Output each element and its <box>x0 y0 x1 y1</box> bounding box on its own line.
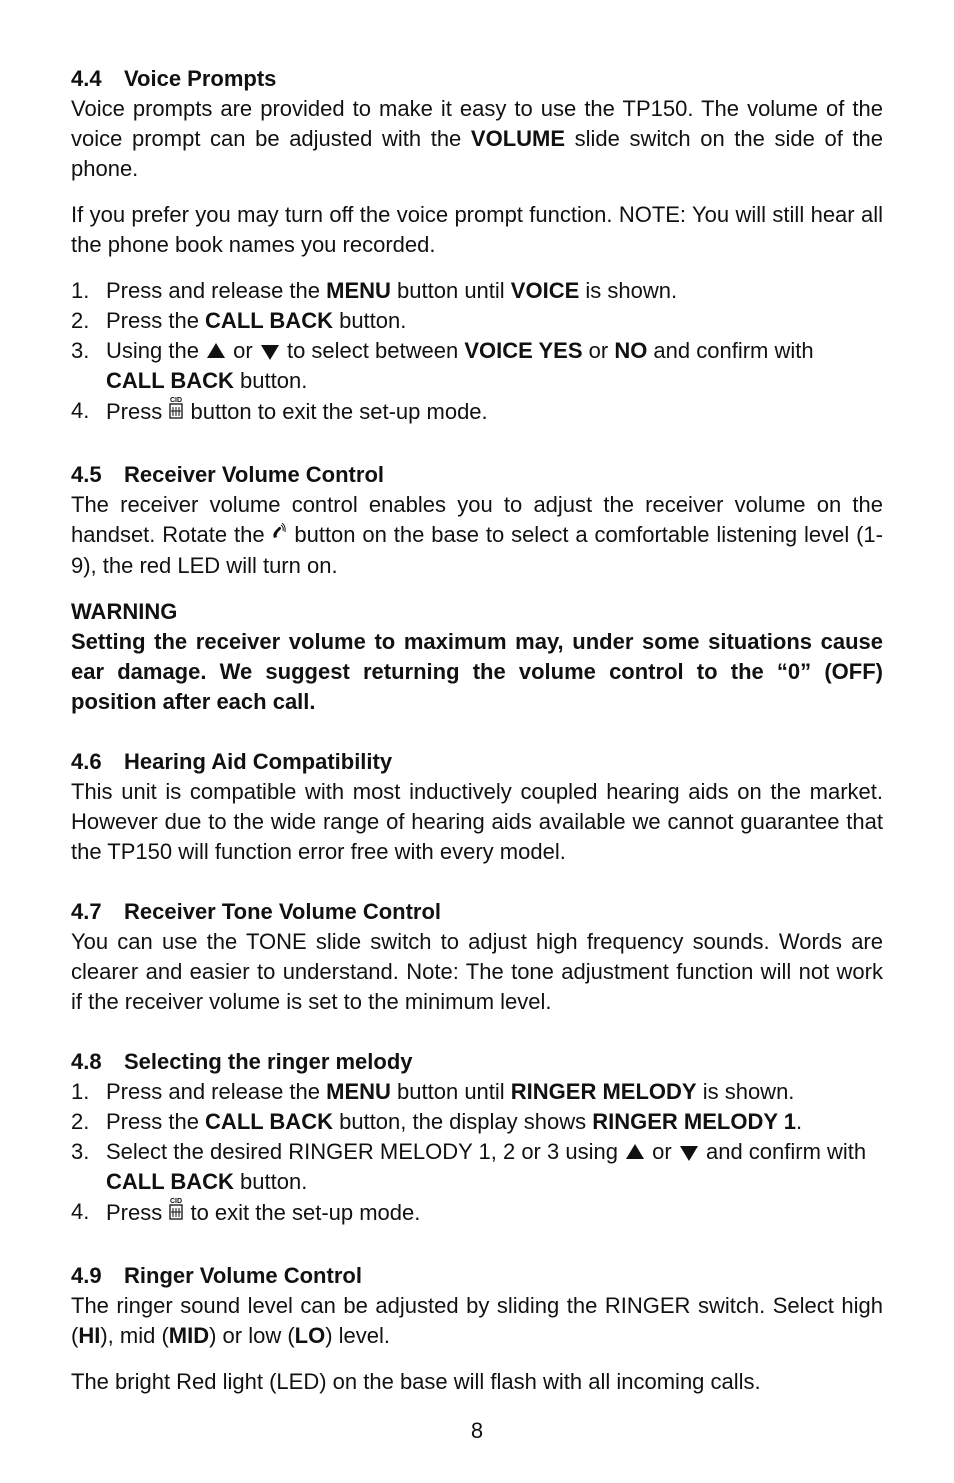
svg-text:CID: CID <box>170 1198 183 1206</box>
steps-list <box>71 276 883 430</box>
section-heading <box>71 1261 883 1291</box>
list-item: 3. Select the desired RINGER MELODY 1, 2 or 3 using or and confirm with CALL BACK button. <box>71 1139 867 1195</box>
cid-phonebook-icon <box>168 1195 184 1229</box>
section-title: Receiver Tone Volume Control <box>124 899 442 925</box>
list-item: 4. Press CID to exit the set-up mode. <box>71 1197 883 1231</box>
section-number: 4.9 <box>71 1263 102 1289</box>
down-arrow-icon <box>680 1146 698 1161</box>
section-heading <box>71 64 883 94</box>
warning-text: Setting the receiver volume to maximum may, under some situations cause ear damage. We suggest returning the volume control to the “0” (OFF) position after each call. <box>71 629 883 715</box>
list-item: 2. Press the CALL BACK button, the display shows RINGER MELODY 1. <box>71 1109 803 1135</box>
paragraph: Voice prompts are provided to make it easy to use the TP150. The volume of the voice prompt can be adjusted with the VOLUME slide switch on the side of the phone. <box>71 96 883 181</box>
cid-phonebook-icon <box>168 394 184 428</box>
receiver-volume-icon <box>271 519 287 549</box>
section-heading <box>71 1047 883 1077</box>
page-number: 8 <box>470 1418 484 1443</box>
section-heading <box>71 460 883 490</box>
section-title: Selecting the ringer melody <box>124 1049 413 1075</box>
paragraph: The receiver volume control enables you to adjust the receiver volume on the handset. Rotate the button on the base to select a comfortable listening level (1-9), the red LED will turn on. <box>71 492 883 579</box>
section-tone-volume <box>71 897 883 1017</box>
section-number: 4.4 <box>71 66 102 91</box>
paragraph: You can use the TONE slide switch to adjust high frequency sounds. Words are clearer and easier to understand. Note: The tone adjustment function will not work if the receiver volume is set to the minimum level. <box>71 929 883 1015</box>
up-arrow-icon <box>626 1144 644 1159</box>
section-heading <box>71 747 883 777</box>
manual-page <box>71 64 883 1397</box>
section-number: 4.8 <box>71 1049 102 1075</box>
section-ringer-volume <box>71 1261 883 1397</box>
section-receiver-volume <box>71 460 883 717</box>
section-title: Receiver Volume Control <box>124 462 384 487</box>
section-heading <box>71 897 883 927</box>
list-item: 1. Press and release the MENU button until VOICE is shown. <box>71 278 678 303</box>
section-ringer-melody <box>71 1047 883 1231</box>
section-number: 4.7 <box>71 899 102 925</box>
paragraph: The bright Red light (LED) on the base will flash with all incoming calls. <box>71 1369 761 1395</box>
section-number: 4.6 <box>71 749 102 775</box>
up-arrow-icon <box>207 343 225 358</box>
svg-text:CID: CID <box>170 397 183 404</box>
warning-title: WARNING <box>71 599 178 625</box>
down-arrow-icon <box>261 345 279 360</box>
list-item: 2. Press the CALL BACK button. <box>71 308 407 333</box>
list-item: 4. Press CID button to exit the set-up mode. <box>71 396 883 430</box>
steps-list <box>71 1077 883 1231</box>
section-title: Hearing Aid Compatibility <box>124 749 393 775</box>
section-title: Voice Prompts <box>124 66 277 91</box>
paragraph: This unit is compatible with most inductively coupled hearing aids on the market. However due to the wide range of hearing aids available we cannot guarantee that the TP150 will function error free with every model. <box>71 779 883 865</box>
paragraph: The ringer sound level can be adjusted by sliding the RINGER switch. Select high (HI), mid (MID) or low (LO) level. <box>71 1293 883 1349</box>
section-number: 4.5 <box>71 462 102 487</box>
paragraph: If you prefer you may turn off the voice prompt function. NOTE: You will still hear all the phone book names you recorded. <box>71 202 883 257</box>
list-item: 1. Press and release the MENU button until RINGER MELODY is shown. <box>71 1079 795 1105</box>
section-title: Ringer Volume Control <box>124 1263 362 1289</box>
section-voice-prompts <box>71 64 883 430</box>
section-hearing-aid <box>71 747 883 867</box>
list-item: 3. Using the or to select between VOICE YES or NO and confirm with CALL BACK button. <box>71 338 814 393</box>
